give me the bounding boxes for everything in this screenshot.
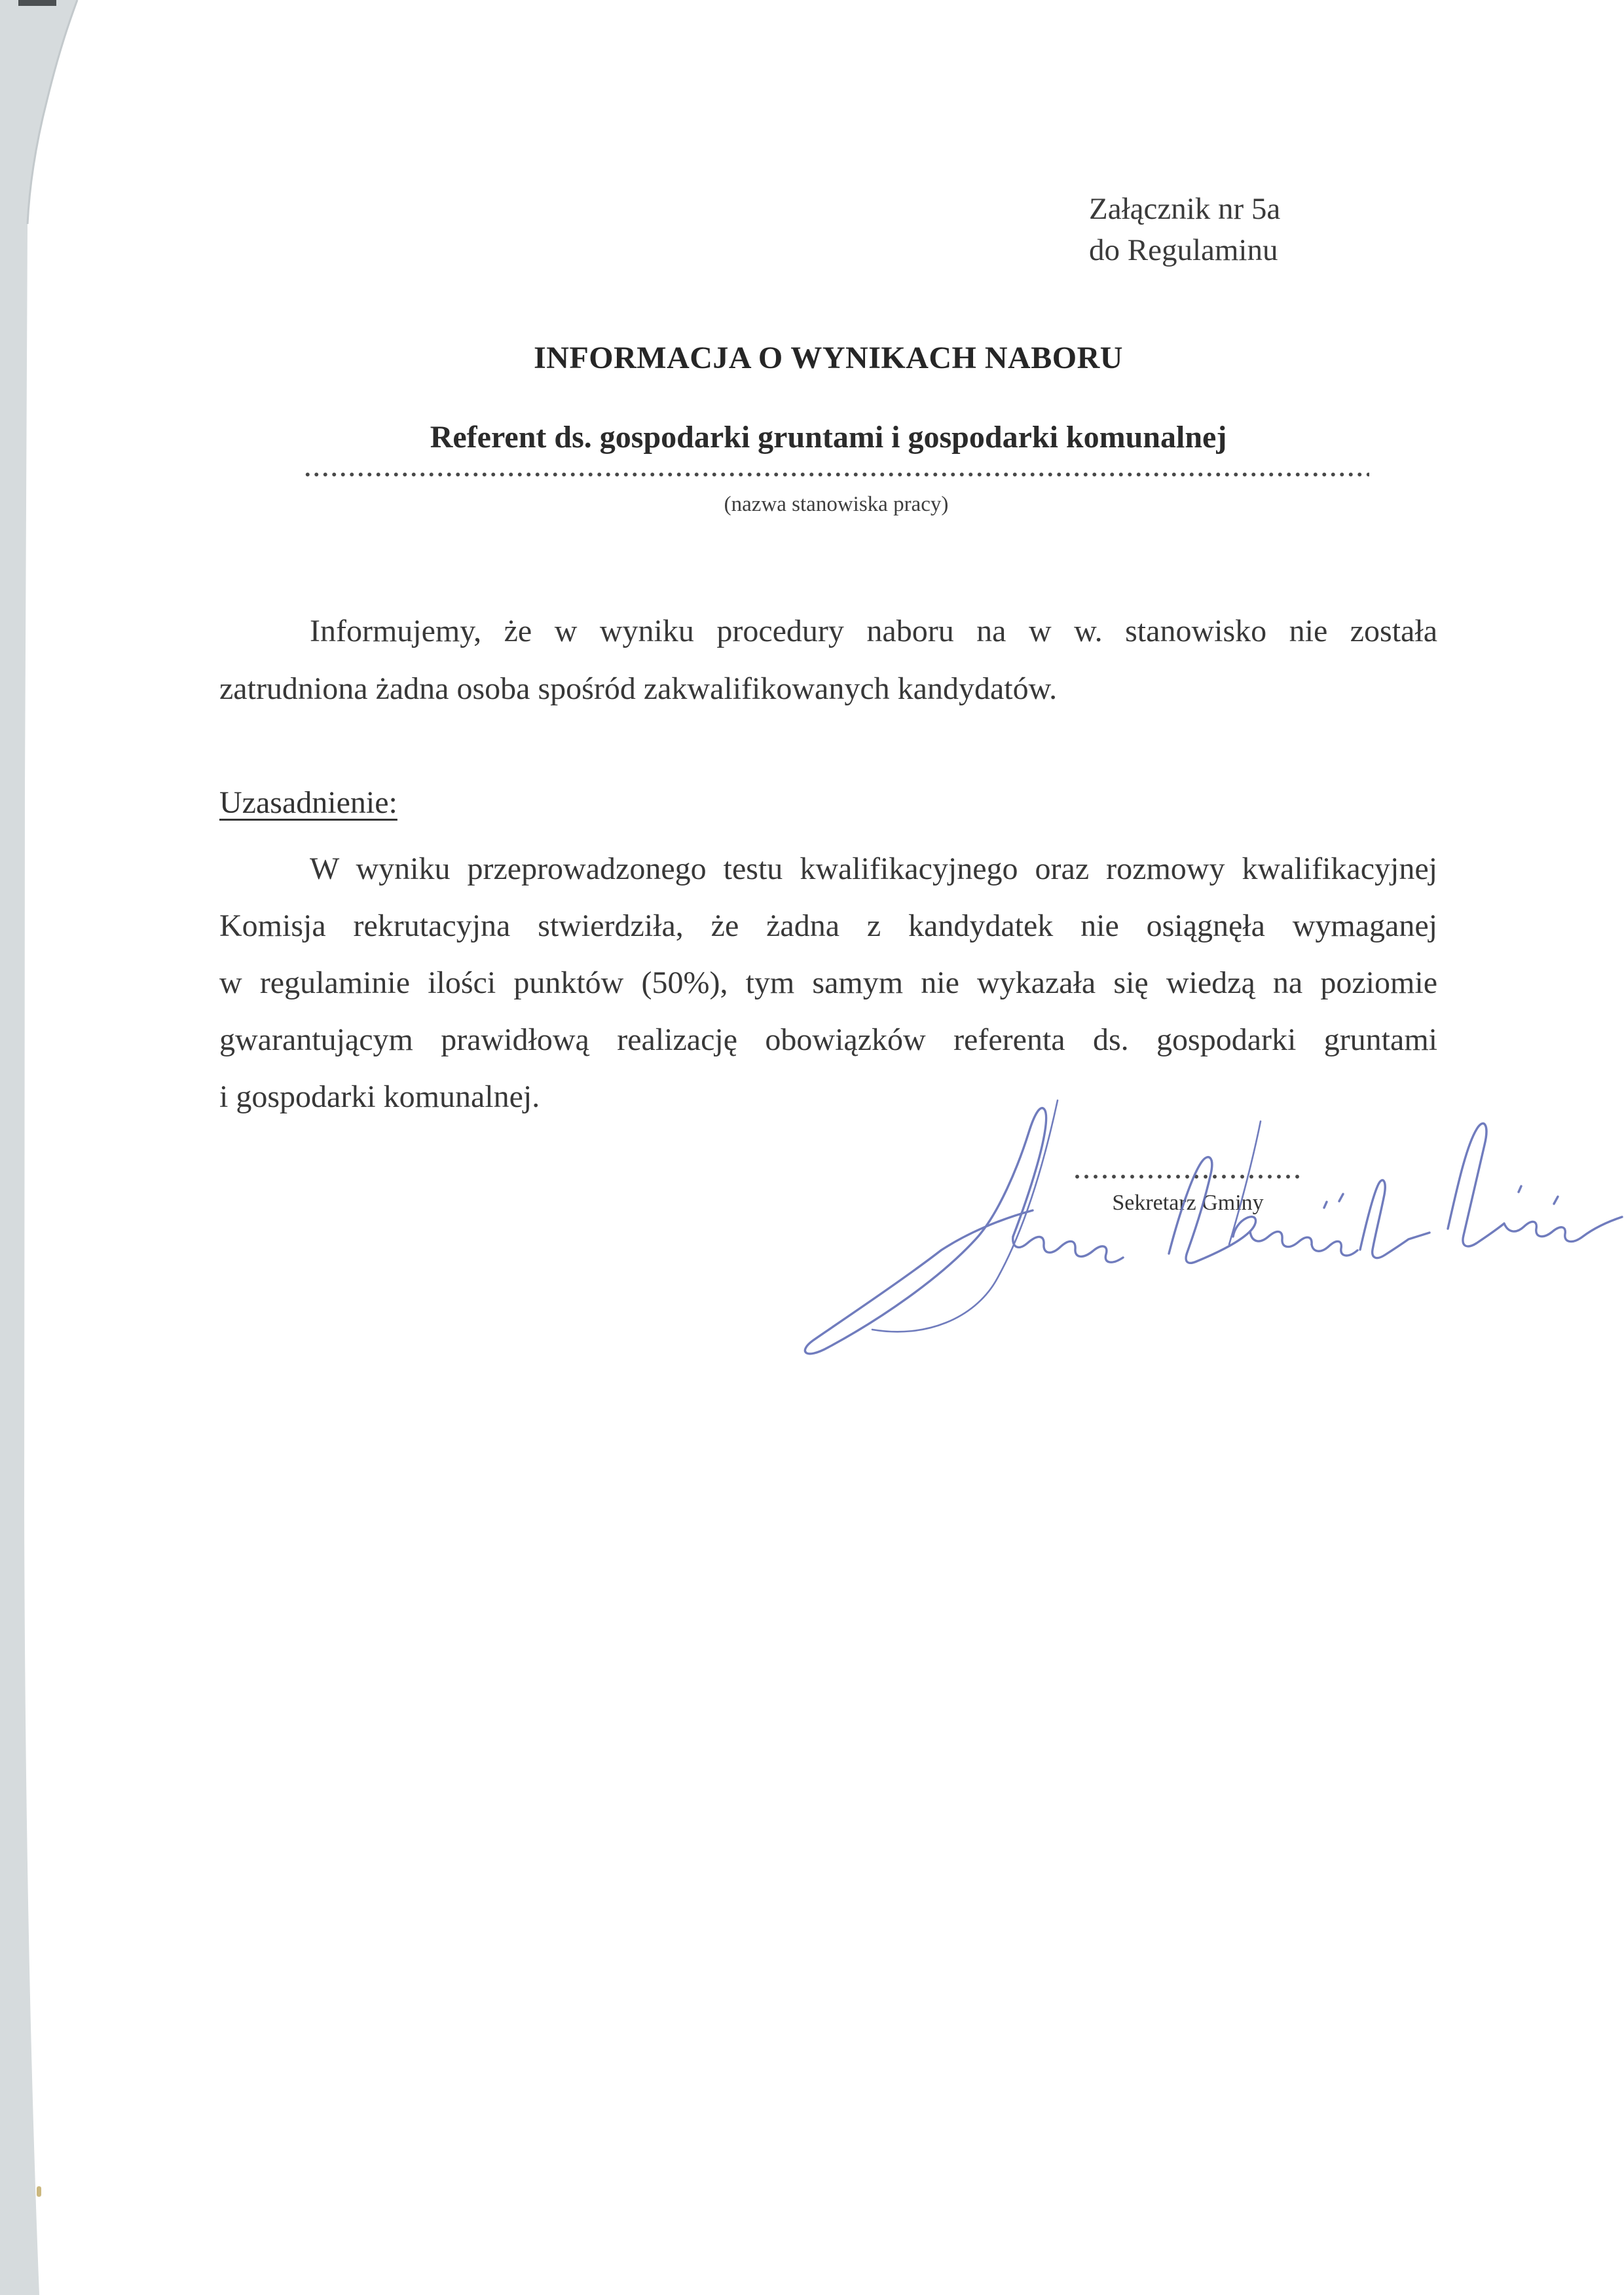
justification-line: i gospodarki komunalnej.: [219, 1079, 540, 1114]
scan-corner-mark: [18, 0, 56, 6]
justification-line: gwarantującym prawidłową realizację obowiązków referenta ds. gospodarki gruntami: [219, 1022, 1437, 1057]
signature-dotted-line: [1073, 1174, 1303, 1180]
justification-line: w regulaminie ilości punktów (50%), tym samym nie wykazała się wiedzą na poziomie: [219, 965, 1437, 1000]
attachment-reference: [1089, 189, 1280, 271]
intro-line: zatrudniona żadna osoba spośród zakwalifikowanych kandydatów.: [219, 671, 1058, 706]
intro-line: Informujemy, że w wyniku procedury naboru na w w. stanowisko nie została: [310, 614, 1437, 648]
justification-heading: Uzasadnienie:: [219, 785, 397, 820]
scan-edge-speck: [37, 2186, 41, 2197]
position-caption: (nazwa stanowiska pracy): [724, 493, 949, 516]
scan-edge-shadow: [0, 0, 105, 2295]
intro-paragraph: [219, 603, 1437, 718]
attachment-line-2: do Regulaminu: [1089, 233, 1278, 267]
justification-paragraph: [219, 840, 1437, 1125]
attachment-line-1: Załącznik nr 5a: [1089, 192, 1281, 226]
dotted-fill-line: [303, 472, 1369, 477]
justification-line: Komisja rekrutacyjna stwierdziła, że żadna z kandydatek nie osiągnęła wymaganej: [219, 908, 1437, 943]
position-title: Referent ds. gospodarki gruntami i gospodarki komunalnej: [430, 420, 1227, 455]
signature-role-label: Sekretarz Gminy: [1112, 1191, 1264, 1215]
document-title: INFORMACJA O WYNIKACH NABORU: [534, 341, 1123, 375]
justification-line: W wyniku przeprowadzonego testu kwalifikacyjnego oraz rozmowy kwalifikacyjnej: [310, 851, 1437, 886]
